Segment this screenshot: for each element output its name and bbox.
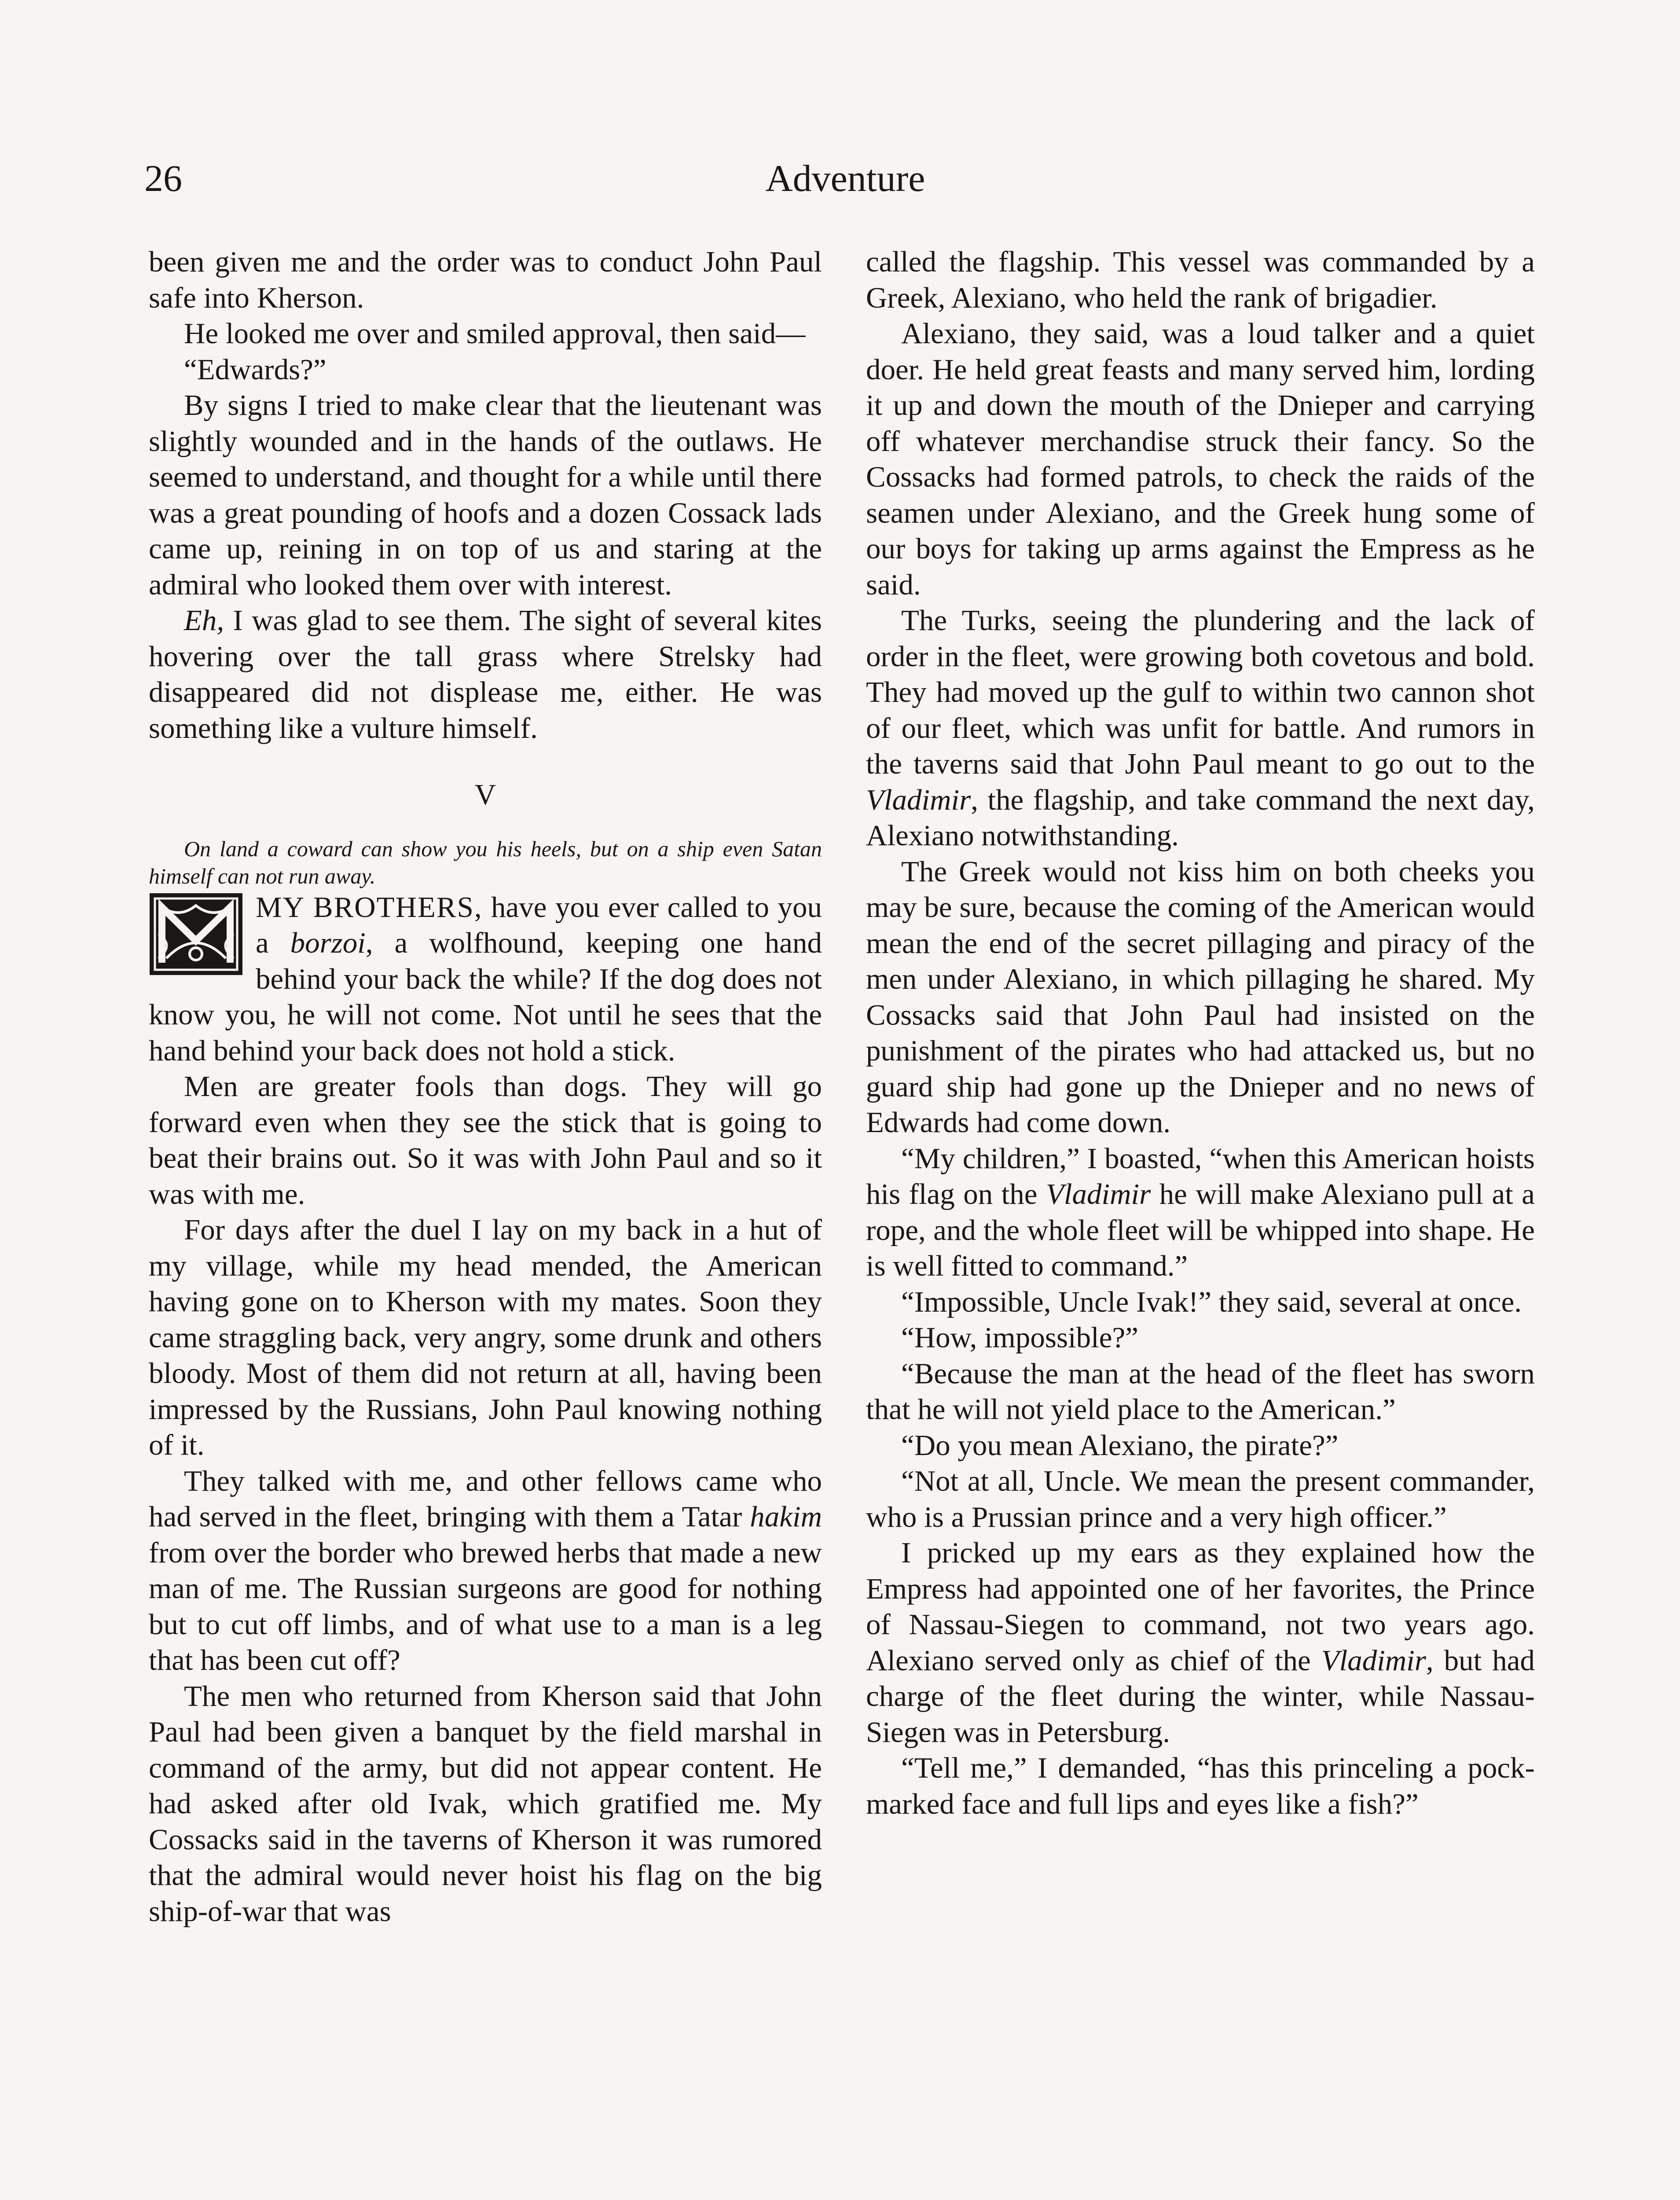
paragraph-text: They talked with me, and other fellows came who had served in the fleet, bringing with them a Tatar — [149, 1464, 822, 1533]
paragraph-text: , but had charge of the fleet during the winter, while Nassau-Siegen was in Petersburg. — [866, 1644, 1535, 1749]
paragraph-text: from over the border who brewed herbs that made a new man of me. The Russian surgeons are good for nothing but to cut off limbs, and of what use to a man is a leg that has been cut off? — [149, 1536, 822, 1676]
paragraph: “How, impossible?” — [901, 1321, 1138, 1354]
italic-text: Vladimir — [866, 783, 971, 816]
paragraph: Alexiano, they said, was a loud talker and a quiet doer. He held great feasts and many served him, lording it up and down the mouth of the Dnieper and carrying off whatever merchandise struck their fancy. So the Cossacks had formed patrols, to check the raids of the seamen under Alexiano, and the Greek hung some of our boys for taking up arms against the Empress as he said. — [866, 317, 1535, 601]
paragraph-text: I was glad to see them. The sight of several kites hovering over the tall grass where Strelsky had disappeared did not displease me, either. He was something like a vulture himself. — [149, 604, 822, 744]
paragraph-text: The Turks, seeing the plundering and the lack of order in the fleet, were growing both covetous and bold. They had moved up the gulf to within two cannon shot of our fleet, which was unfit for battle. And rumors in the taverns said that John Paul meant to go out to the — [866, 604, 1535, 780]
ornamental-dropcap-m-icon — [149, 892, 243, 976]
paragraph: “Because the man at the head of the fleet has sworn that he will not yield place to the American.” — [866, 1357, 1535, 1426]
paragraph — [149, 1463, 822, 1679]
left-column — [149, 244, 822, 1929]
paragraph-text: I pricked up my ears as they explained how the Empress had appointed one of her favorites, the Prince of Nassau-Siegen to command, not two years ago. Alexiano served only as chief of the — [866, 1536, 1535, 1677]
paragraph — [866, 603, 1535, 854]
opening-caps: MY BROTHERS, — [256, 891, 483, 924]
paragraph-text: have you ever called to you a — [256, 891, 822, 959]
paragraph: “Impossible, Uncle Ivak!” they said, several at once. — [901, 1285, 1522, 1318]
paragraph — [866, 1141, 1535, 1284]
paragraph — [149, 603, 822, 746]
paragraph-text: he will make Alexiano pull at a rope, and the whole fleet will be whipped into shape. He is well fitted to command.” — [866, 1178, 1535, 1282]
right-column — [866, 244, 1535, 1822]
paragraph: Men are greater fools than dogs. They will go forward even when they see the stick that is going to beat their brains out. So it was with John Paul and so it was with me. — [149, 1070, 822, 1210]
paragraph-text: , a wolfhound, keeping one hand behind your back the while? If the dog does not know you, he will not come. Not until he sees that the hand behind your back does not hold a stick. — [149, 927, 822, 1067]
paragraph-text: , the flagship, and take command the next day, Alexiano notwithstanding. — [866, 783, 1535, 852]
italic-text: borzoi — [290, 927, 366, 959]
page-header — [144, 152, 1546, 209]
page-number: 26 — [144, 157, 182, 199]
paragraph: The Greek would not kiss him on both cheeks you may be sure, because the coming of the American would mean the end of the secret pillaging and piracy of the men under Alexiano, in which pillaging he shared. My Cossacks said that John Paul had insisted on the punishment of the pirates who had attacked us, but no guard ship had gone up the Dnieper and no news of Edwards had come down. — [866, 855, 1535, 1139]
paragraph: “Tell me,” I demanded, “has this princeling a pock-marked face and full lips and eyes like a fish?” — [866, 1752, 1535, 1820]
paragraph: By signs I tried to make clear that the lieutenant was slightly wounded and in the hands of the outlaws. He seemed to understand, and thought for a while until there was a great pounding of hoofs and a dozen Cossack lads came up, reining in on top of us and staring at the admiral who looked them over with interest. — [149, 389, 822, 601]
paragraph: “Do you mean Alexiano, the pirate?” — [901, 1429, 1339, 1462]
paragraph-text: “My children,” I boasted, “when this American hoists his flag on the — [866, 1142, 1535, 1210]
paragraph: been given me and the order was to conduct John Paul safe into Kherson. — [149, 246, 822, 314]
paragraph: He looked me over and smiled approval, then said— — [184, 317, 806, 350]
running-title: Adventure — [765, 157, 925, 199]
section-numeral: V — [474, 778, 496, 811]
paragraph: For days after the duel I lay on my back in a hut of my village, while my head mended, the American having gone on to Kherson with my mates. Soon they came straggling back, very angry, some drunk and others bloody. Most of them did not return at all, having been impressed by the Russians, John Paul knowing nothing of it. — [149, 1214, 822, 1461]
italic-text: Eh, — [184, 604, 224, 637]
italic-text: Vladimir — [1321, 1644, 1426, 1677]
paragraph: “Edwards?” — [184, 353, 326, 386]
epigraph: On land a coward can show you his heels, but on a ship even Satan himself can not run away. — [149, 836, 822, 888]
italic-text: Vladimir — [1045, 1178, 1151, 1210]
paragraph — [866, 1535, 1535, 1750]
italic-text: hakim — [750, 1500, 822, 1533]
paragraph: The men who returned from Kherson said that John Paul had been given a banquet by the field marshal in command of the army, but did not appear content. He had asked after old Ivak, which gratified me. My Cossacks said in the taverns of Kherson it was rumored that the admiral would never hoist his flag on the big ship-of-war that was — [149, 1679, 822, 1928]
paragraph: called the flagship. This vessel was commanded by a Greek, Alexiano, who held the rank of brigadier. — [866, 246, 1535, 314]
paragraph: “Not at all, Uncle. We mean the present commander, who is a Prussian prince and a very high officer.” — [866, 1465, 1535, 1533]
paragraph — [149, 890, 822, 1069]
